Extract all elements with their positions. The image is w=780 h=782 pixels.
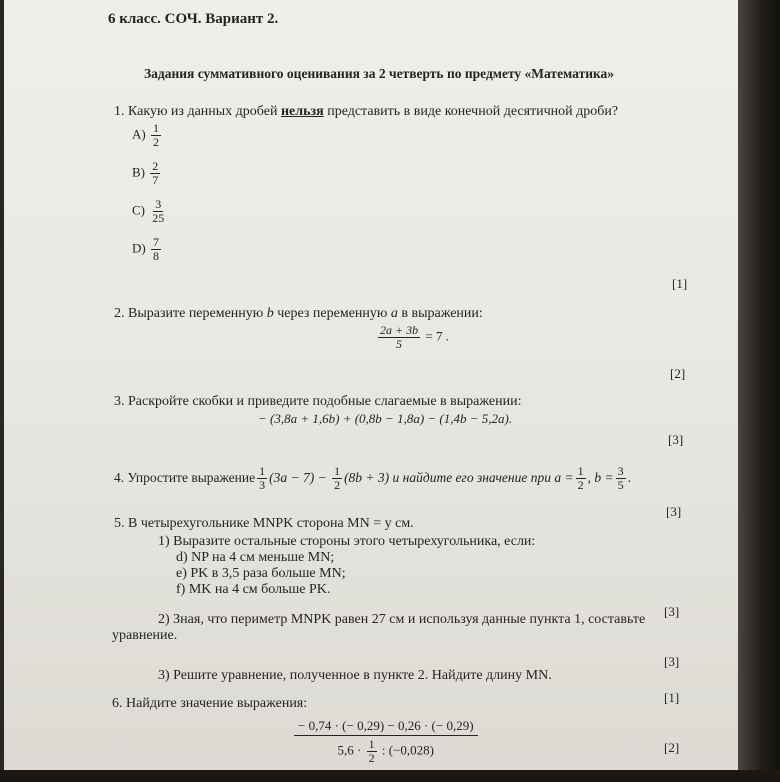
q5-score-1: [3] bbox=[664, 604, 680, 619]
q1-emphasis: нельзя bbox=[280, 104, 324, 119]
desk-edge-right bbox=[738, 0, 780, 782]
q3-expression: − (3,8a + 1,6b) + (0,8b − 1,8a) − (1,4b − 5,2a). bbox=[258, 411, 513, 426]
q6-denominator: 5,6 · $\frac{1}{2}$ : (−0,028) bbox=[337, 737, 434, 765]
q5-sub2-line1: 2) Зная, что периметр MNPK равен 27 см и используя данные пункта 1, составьте bbox=[158, 612, 646, 627]
q5-sub3: 3) Решите уравнение, полученное в пункте 2. Найдите длину MN. bbox=[158, 668, 552, 683]
desk-edge-bottom bbox=[0, 770, 780, 782]
q5-score-3: [1] bbox=[664, 690, 680, 705]
q2-expression: $\frac{2a + 3b}{5}$ = 7 . bbox=[380, 323, 449, 351]
q5-item-f: f) MK на 4 см больше PK. bbox=[176, 582, 331, 597]
q3-score: [3] bbox=[668, 432, 684, 447]
q4-fraction-1: $\frac{1}{3}$ bbox=[259, 464, 266, 493]
q1-option-b-fraction: $\frac{2}{7}$ bbox=[152, 159, 159, 187]
q4-b-value: $\frac{3}{5}$ bbox=[617, 464, 624, 493]
grade-heading: 6 класс. СОЧ. Вариант 2. bbox=[108, 11, 279, 27]
q6-den-fraction: $\frac{1}{2}$ bbox=[368, 737, 375, 765]
q1-score: [1] bbox=[672, 276, 688, 291]
q2-text: 2. Выразите переменную b через переменную a в выражении: bbox=[114, 306, 483, 321]
q5-sub1: 1) Выразите остальные стороны этого четырехугольника, если: bbox=[158, 534, 536, 549]
q4-score: [3] bbox=[666, 504, 682, 519]
sheet-title: Задания суммативного оценивания за 2 четверть по предмету «Математика» bbox=[144, 66, 615, 81]
q1-text: 1. Какую из данных дробей нельзя представить в виде конечной десятичной дроби? bbox=[114, 104, 619, 119]
q4-a-value: $\frac{1}{2}$ bbox=[577, 464, 584, 493]
exam-sheet bbox=[4, 0, 738, 770]
q6-main-fraction bbox=[294, 718, 478, 765]
q1-option-c: C) $\frac{3}{25}$ bbox=[132, 197, 165, 225]
q1-option-d: D) $\frac{7}{8}$ bbox=[132, 235, 159, 263]
q1-option-c-fraction: $\frac{3}{25}$ bbox=[152, 197, 165, 225]
q6-expression bbox=[294, 718, 478, 765]
q6-text: 6. Найдите значение выражения: bbox=[112, 696, 308, 711]
q1-option-b: B) $\frac{2}{7}$ bbox=[132, 159, 159, 187]
q5-text: 5. В четырехугольнике MNPK сторона MN = y см. bbox=[114, 516, 414, 531]
q5-item-d: d) NP на 4 см меньше MN; bbox=[176, 550, 335, 565]
q4-text: 4. Упростите выражение $\frac{1}{3}$ (3a − 7) − $\frac{1}{2}$ (8b + 3) и найдите его значение при a = $\frac{1}{2}$ , b = $\frac{3}{5}$ . bbox=[114, 464, 631, 493]
q6-numerator: − 0,74 · (− 0,29) − 0,26 · (− 0,29) bbox=[294, 718, 478, 736]
q2-fraction: $\frac{2a + 3b}{5}$ bbox=[380, 323, 419, 351]
q3-text: 3. Раскройте скобки и приведите подобные слагаемые в выражении: bbox=[114, 394, 522, 409]
q5-sub2-line2: уравнение. bbox=[112, 628, 178, 643]
q5-score-2: [3] bbox=[664, 654, 680, 669]
q2-score: [2] bbox=[670, 366, 686, 381]
q4-fraction-2: $\frac{1}{2}$ bbox=[334, 464, 341, 493]
q1-option-d-fraction: $\frac{7}{8}$ bbox=[152, 235, 159, 263]
q1-option-a-fraction: $\frac{1}{2}$ bbox=[152, 121, 159, 149]
q6-score: [2] bbox=[664, 740, 680, 755]
q1-option-a: A) $\frac{1}{2}$ bbox=[132, 121, 159, 149]
q5-item-e: e) PK в 3,5 раза больше MN; bbox=[176, 566, 346, 581]
